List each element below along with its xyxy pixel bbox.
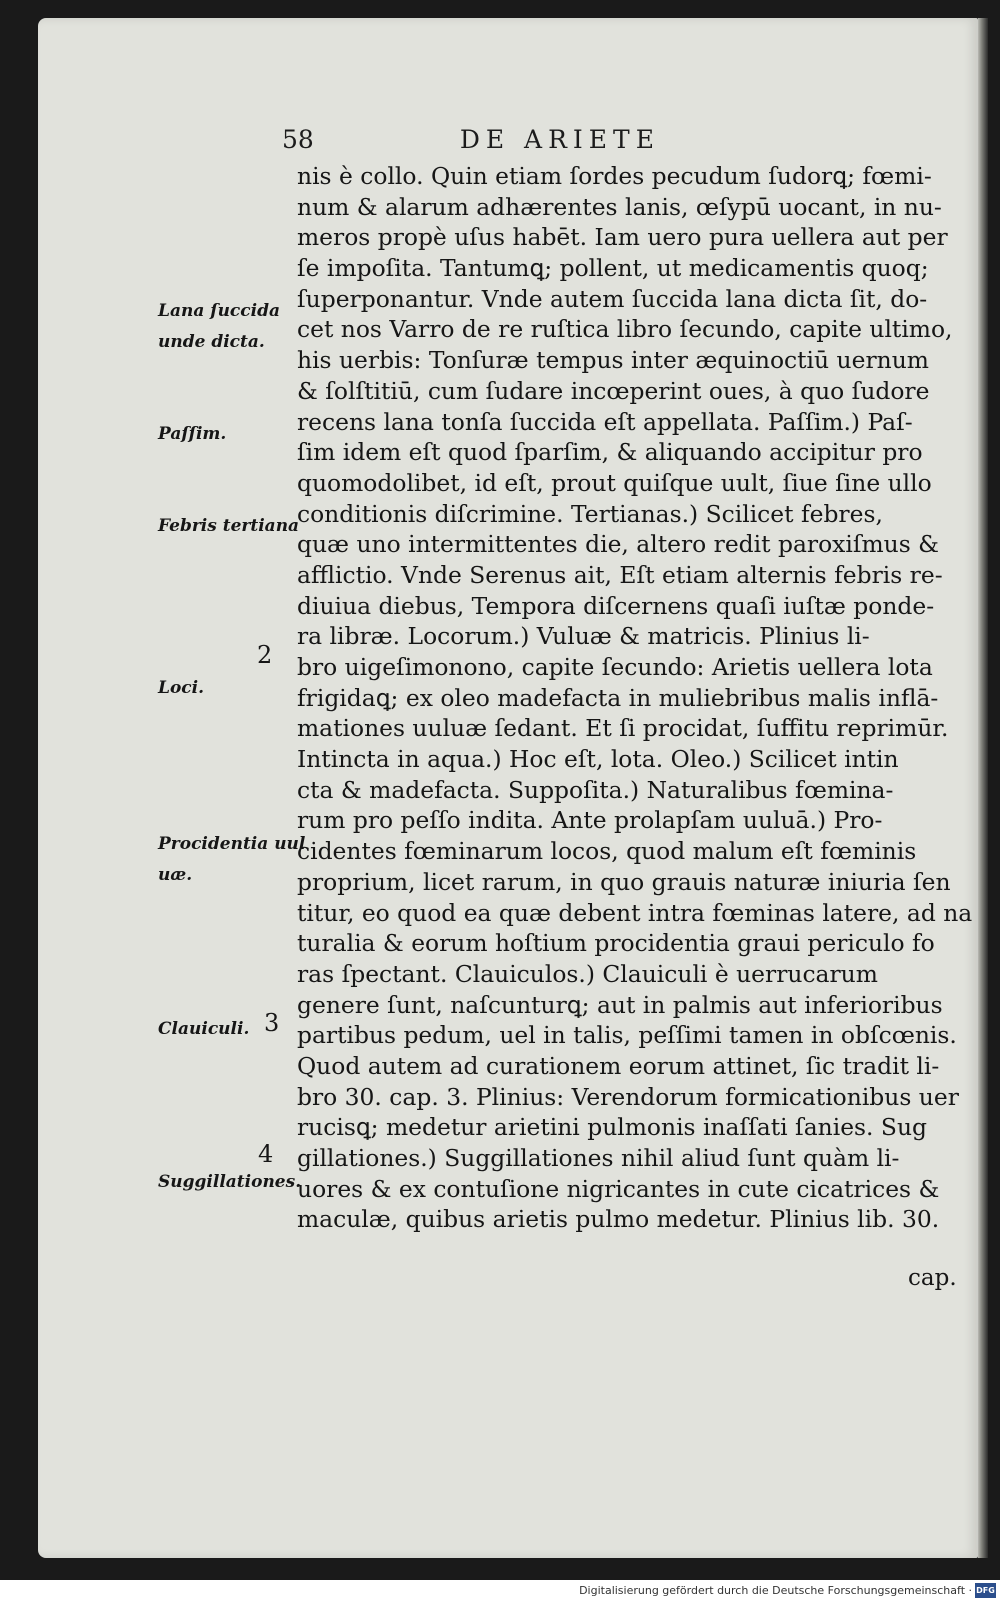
marginal-note: uæ. [158,865,193,885]
text-line: bro 30. cap. 3. Plinius: Verendorum formicationibus uer [297,1082,959,1111]
note-number: 2 [257,641,273,669]
body-text [297,161,973,1235]
text-line: meros propè uſus habēt. Iam uero pura uellera aut per [297,223,948,252]
text-line: mationes uuluæ ſedant. Et ſi procidat, ſuffitu reprimūr. [297,714,949,743]
text-line: gillationes.) Suggillationes nihil aliud ſunt quàm li- [297,1144,900,1172]
marginal-note: unde dicta. [158,332,265,352]
text-line: conditionis diſcrimine. Tertianas.) Scilicet febres, [297,499,883,528]
text-line: titur, eo quod ea quæ debent intra fœminas latere, ad na [297,898,973,927]
text-line: uores & ex contuſione nigricantes in cute cicatrices & [297,1174,940,1203]
text-line: ſuperponantur. Vnde autem ſuccida lana dicta ſit, do- [297,284,928,313]
text-line: genere ſunt, naſcunturꝗ; aut in palmis aut inferioribus [297,990,943,1019]
text-line: nis è collo. Quin etiam ſordes pecudum ſudorꝗ; fœmi- [297,162,932,190]
marginal-note: Clauiculi. [158,1019,250,1039]
note-number: 4 [258,1140,274,1168]
text-line: turalia & eorum hoſtium procidentia graui periculo fo [297,929,935,958]
marginal-note: Febris tertiana [158,516,300,536]
marginal-note: Lana ſuccida [158,301,280,321]
marginal-note: Suggillationes. [158,1172,302,1192]
marginal-note: Paſſim. [158,424,227,444]
funding-credit: Digitalisierung gefördert durch die Deutsche Forschungsgemeinschaft · [579,1584,972,1597]
text-line: num & alarum adhærentes lanis, œſypū uocant, in nu- [297,192,942,221]
marginal-note: Loci. [158,678,205,698]
text-line: cet nos Varro de re ruſtica libro ſecundo, capite ultimo, [297,315,953,344]
text-line: proprium, licet rarum, in quo grauis naturæ iniuria ſen [297,867,951,896]
text-line: & ſolſtitiū, cum ſudare incœperint oues, à quo ſudore [297,376,930,405]
catchword: cap. [908,1265,957,1291]
text-line: quæ uno intermittentes die, altero redit paroxiſmus & [297,530,939,559]
text-line: Quod autem ad curationem eorum attinet, ſic tradit li- [297,1051,940,1080]
text-line: ſim idem eſt quod ſparſim, & aliquando accipitur pro [297,438,923,467]
text-line: ra libræ. Locorum.) Vuluæ & matricis. Plinius li- [297,622,870,651]
text-line: afflictio. Vnde Serenus ait, Eſt etiam alternis febris re- [297,560,943,589]
text-line: cta & madefacta. Suppoſita.) Naturalibus fœmina- [297,775,894,804]
text-line: partibus pedum, uel in talis, peſſimi tamen in obſcœnis. [297,1021,957,1050]
dfg-logo-icon: DFG [975,1583,996,1598]
text-line: diuiua diebus, Tempora diſcernens quaſi iuſtæ ponde- [297,591,935,620]
text-line: rucisꝗ; medetur arietini pulmonis inaſſati ſanies. Sug [297,1113,927,1142]
note-number: 3 [264,1009,280,1037]
running-title: DE ARIETE [459,125,660,154]
text-line: rum pro peſſo indita. Ante prolapſam uuluā.) Pro- [297,806,883,835]
text-line: maculæ, quibus arietis pulmo medetur. Plinius lib. 30. [297,1205,940,1234]
running-head [282,125,660,154]
marginal-note: Procidentia uul [158,834,306,854]
text-line: Intincta in aqua.) Hoc eſt, lota. Oleo.) Scilicet intin [297,745,899,774]
text-line: bro uigeſimonono, capite ſecundo: Arietis uellera lota [297,653,933,681]
text-line: cidentes fœminarum locos, quod malum eſt fœminis [297,837,917,866]
text-line: quomodolibet, id eſt, prout quiſque uult, ſiue ſine ullo [297,468,932,497]
footer-bar [0,1580,1000,1604]
text-line: recens lana tonſa ſuccida eſt appellata. Paſſim.) Paſ- [297,407,913,436]
text-line: ſe impoſita. Tantumꝗ; pollent, ut medicamentis quoq; [297,254,929,283]
text-line: frigidaꝗ; ex oleo madefacta in muliebribus malis inflā- [297,683,939,712]
text-line: his uerbis: Tonſuræ tempus inter æquinoctiū uernum [297,346,929,375]
page-edge [978,18,988,1558]
page-number: 58 [282,125,314,154]
text-line: ras ſpectant. Clauiculos.) Clauiculi è uerrucarum [297,959,878,988]
